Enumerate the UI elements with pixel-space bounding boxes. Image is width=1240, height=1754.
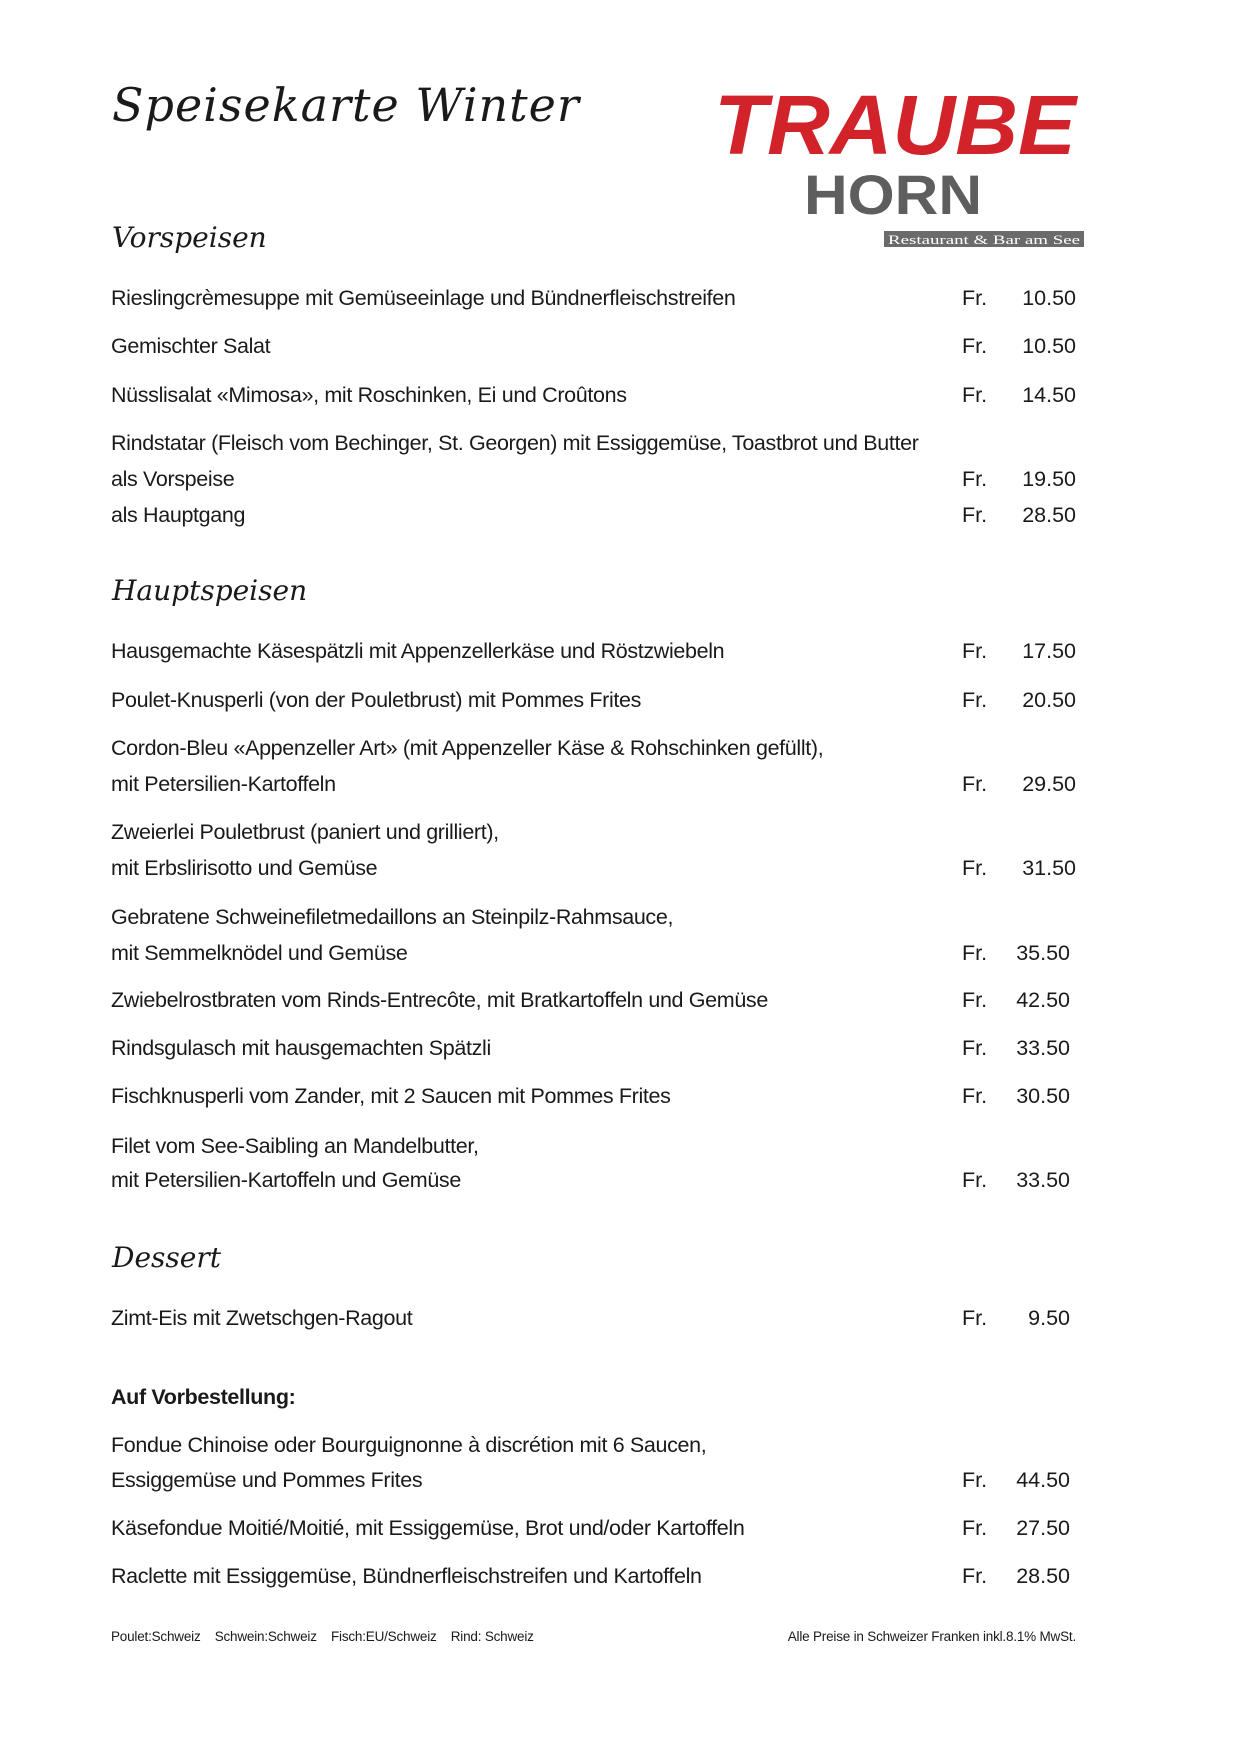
item-name: Zweierlei Pouletbrust (paniert und grilliert),: [111, 820, 499, 844]
item-price: 28.50: [1016, 1564, 1070, 1588]
item-name: Käsefondue Moitié/Moitié, mit Essiggemüse, Brot und/oder Kartoffeln: [111, 1516, 745, 1540]
logo-tagline: Restaurant & Bar am See: [888, 233, 1081, 247]
item-name: Hausgemachte Käsespätzli mit Appenzellerkäse und Röstzwiebeln: [111, 639, 725, 663]
item-price: 33.50: [1016, 1036, 1070, 1060]
item-name: Cordon-Bleu «Appenzeller Art» (mit Appenzeller Käse & Rohschinken gefüllt),: [111, 736, 824, 760]
item-name: Nüsslisalat «Mimosa», mit Roschinken, Ei und Croûtons: [111, 383, 627, 407]
item-name: Fondue Chinoise oder Bourguignonne à discrétion mit 6 Saucen,: [111, 1433, 707, 1457]
currency-label: Fr.: [962, 503, 988, 527]
origin-rind: Rind: Schweiz: [450, 1629, 534, 1644]
currency-label: Fr.: [962, 856, 988, 880]
item-name: Rieslingcrèmesuppe mit Gemüseeinlage und Bündnerfleischstreifen: [111, 286, 736, 310]
item-price: 44.50: [1016, 1468, 1070, 1492]
footer-price-note: Alle Preise in Schweizer Franken inkl.8.1% MwSt.: [787, 1629, 1076, 1644]
logo-horn: HORN: [804, 163, 982, 226]
origin-fisch: Fisch:EU/Schweiz: [330, 1629, 437, 1644]
item-price: 10.50: [1022, 334, 1076, 358]
currency-label: Fr.: [962, 1468, 988, 1492]
currency-label: Fr.: [962, 1306, 988, 1330]
origin-schwein: Schwein:Schweiz: [214, 1629, 317, 1644]
item-name: Rindsgulasch mit hausgemachten Spätzli: [111, 1036, 491, 1060]
item-name-line2: mit Petersilien-Kartoffeln: [111, 772, 336, 796]
item-name: Gemischter Salat: [111, 334, 271, 358]
currency-label: Fr.: [962, 772, 988, 796]
item-name: Raclette mit Essiggemüse, Bündnerfleischstreifen und Kartoffeln: [111, 1564, 702, 1588]
currency-label: Fr.: [962, 383, 988, 407]
item-price: 30.50: [1016, 1084, 1070, 1108]
item-name: Poulet-Knusperli (von der Pouletbrust) mit Pommes Frites: [111, 688, 642, 712]
footer-origins: [111, 1629, 534, 1644]
item-name: Zwiebelrostbraten vom Rinds-Entrecôte, mit Bratkartoffeln und Gemüse: [111, 988, 768, 1012]
logo-traube: TRAUBE: [714, 78, 1080, 172]
item-variant-name: als Hauptgang: [111, 503, 246, 527]
item-name-line2: mit Petersilien-Kartoffeln und Gemüse: [111, 1168, 461, 1192]
item-price: 35.50: [1016, 941, 1070, 965]
currency-label: Fr.: [962, 334, 988, 358]
item-price: 17.50: [1022, 639, 1076, 663]
item-price: 20.50: [1022, 688, 1076, 712]
currency-label: Fr.: [962, 1564, 988, 1588]
currency-label: Fr.: [962, 286, 988, 310]
restaurant-logo: [712, 76, 1084, 248]
currency-label: Fr.: [962, 1168, 988, 1192]
item-price: 27.50: [1016, 1516, 1070, 1540]
item-name-line2: mit Erbslirisotto und Gemüse: [111, 856, 378, 880]
origin-poulet: Poulet:Schweiz: [111, 1629, 201, 1644]
item-price: 28.50: [1022, 503, 1076, 527]
item-price: 33.50: [1016, 1168, 1070, 1192]
currency-label: Fr.: [962, 467, 988, 491]
item-price: 9.50: [1028, 1306, 1070, 1330]
item-price: 42.50: [1016, 988, 1070, 1012]
currency-label: Fr.: [962, 1516, 988, 1540]
currency-label: Fr.: [962, 688, 988, 712]
item-name: Gebratene Schweinefiletmedaillons an Steinpilz-Rahmsauce,: [111, 905, 674, 929]
item-price: 14.50: [1022, 383, 1076, 407]
item-price: 31.50: [1022, 856, 1076, 880]
section-heading-hauptspeisen: Hauptspeisen: [112, 574, 308, 607]
currency-label: Fr.: [962, 988, 988, 1012]
item-name-line2: mit Semmelknödel und Gemüse: [111, 941, 408, 965]
currency-label: Fr.: [962, 1084, 988, 1108]
page-title: Speisekarte Winter: [112, 78, 580, 132]
item-name: Rindstatar (Fleisch vom Bechinger, St. Georgen) mit Essiggemüse, Toastbrot und Butter: [111, 431, 919, 455]
item-name: Fischknusperli vom Zander, mit 2 Saucen mit Pommes Frites: [111, 1084, 671, 1108]
item-price: 19.50: [1022, 467, 1076, 491]
currency-label: Fr.: [962, 639, 988, 663]
section-heading-dessert: Dessert: [112, 1241, 221, 1274]
item-name: Zimt-Eis mit Zwetschgen-Ragout: [111, 1306, 413, 1330]
item-variant-name: als Vorspeise: [111, 467, 235, 491]
section-heading-vorbestellung: Auf Vorbestellung:: [111, 1385, 296, 1409]
currency-label: Fr.: [962, 1036, 988, 1060]
currency-label: Fr.: [962, 941, 988, 965]
item-price: 10.50: [1022, 286, 1076, 310]
item-price: 29.50: [1022, 772, 1076, 796]
item-name: Filet vom See-Saibling an Mandelbutter,: [111, 1134, 479, 1158]
item-name-line2: Essiggemüse und Pommes Frites: [111, 1468, 423, 1492]
section-heading-vorspeisen: Vorspeisen: [112, 221, 267, 254]
